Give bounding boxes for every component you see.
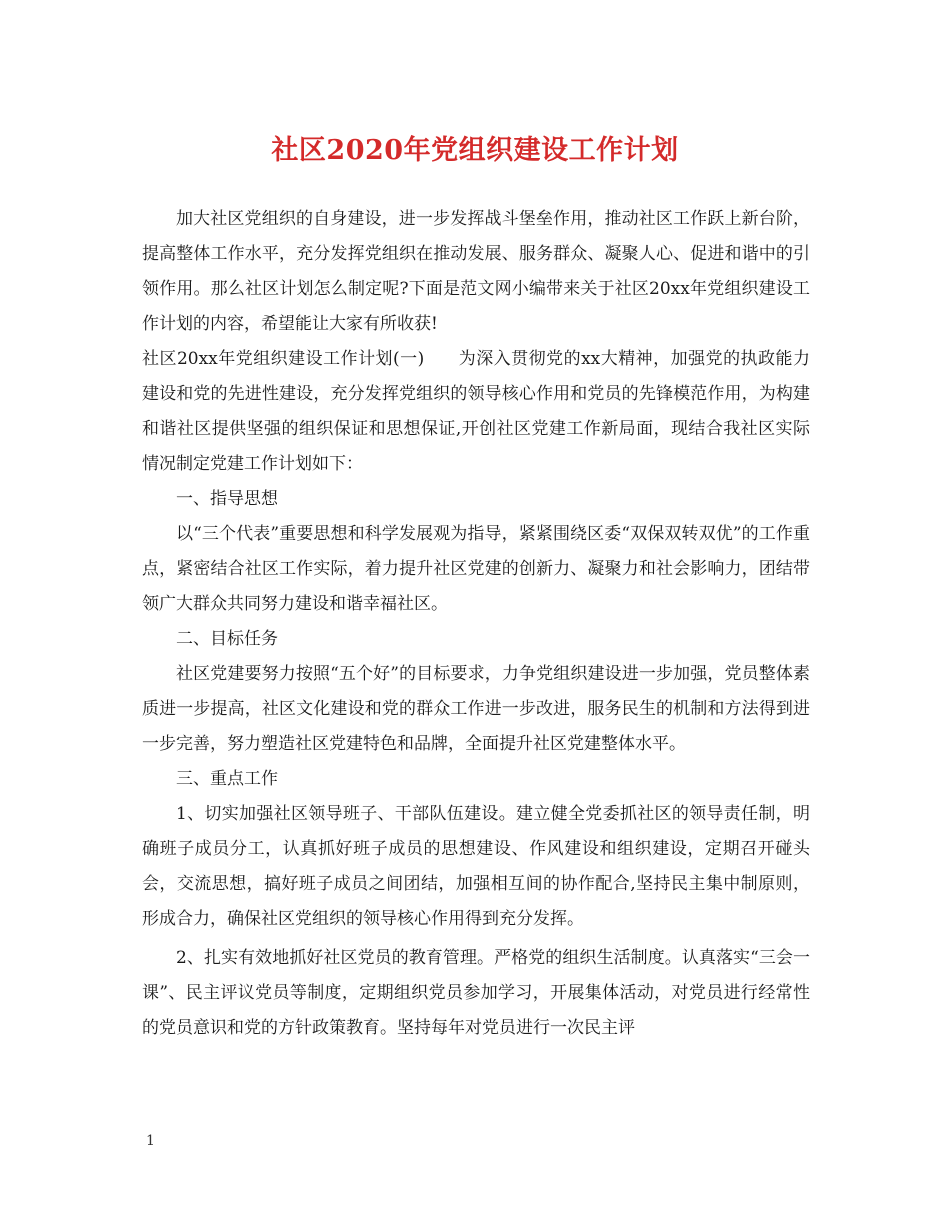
plan-intro-text: 为深入贯彻党的xx大精神，加强党的执政能力建设和党的先进性建设，充分发挥党组织的领导核心作用和党员的先锋模范作用，为构建和谐社区提供坚强的组织保证和思想保证,开创社区党建工作新局面，现结合我社区实际情况制定党建工作计划如下：: [142, 349, 810, 474]
section-heading-guiding-thought: 一、指导思想: [176, 489, 278, 509]
page-number: 1: [146, 1133, 155, 1149]
document-title: 社区2020年党组织建设工作计划: [271, 135, 679, 166]
plan-heading-paragraph: [142, 342, 810, 482]
key-work-item-1: 1、切实加强社区领导班子、干部队伍建设。建立健全党委抓社区的领导责任制，明确班子成员分工，认真抓好班子成员的思想建设、作风建设和组织建设，定期召开碰头会，交流思想，搞好班子成员之间团结，加强相互间的协作配合,坚持民主集中制原则，形成合力，确保社区党组织的领导核心作用得到充分发挥。: [142, 804, 810, 929]
section-heading-goals: 二、目标任务: [176, 629, 278, 649]
goals-paragraph: 社区党建要努力按照“五个好”的目标要求，力争党组织建设进一步加强，党员整体素质进一步提高，社区文化建设和党的群众工作进一步改进，服务民生的机制和方法得到进一步完善，努力塑造社区党建特色和品牌，全面提升社区党建整体水平。: [142, 664, 810, 754]
document-body: [142, 202, 810, 1046]
intro-paragraph: 加大社区党组织的自身建设，进一步发挥战斗堡垒作用，推动社区工作跃上新台阶，提高整体工作水平，充分发挥党组织在推动发展、服务群众、凝聚人心、促进和谐中的引领作用。那么社区计划怎么制定呢?下面是范文网小编带来关于社区20xx年党组织建设工作计划的内容，希望能让大家有所收获!: [142, 209, 810, 334]
plan-heading: 社区20xx年党组织建设工作计划(一): [142, 349, 425, 369]
key-work-item-2: 2、扎实有效地抓好社区党员的教育管理。严格党的组织生活制度。认真落实“三会一课”、民主评议党员等制度，定期组织党员参加学习，开展集体活动，对党员进行经常性的党员意识和党的方针政策教育。坚持每年对党员进行一次民主评: [142, 948, 810, 1038]
section-heading-key-work: 三、重点工作: [176, 769, 278, 789]
guiding-thought-paragraph: 以“三个代表”重要思想和科学发展观为指导，紧紧围绕区委“双保双转双优”的工作重点，紧密结合社区工作实际，着力提升社区党建的创新力、凝聚力和社会影响力，团结带领广大群众共同努力建设和谐幸福社区。: [142, 524, 810, 614]
